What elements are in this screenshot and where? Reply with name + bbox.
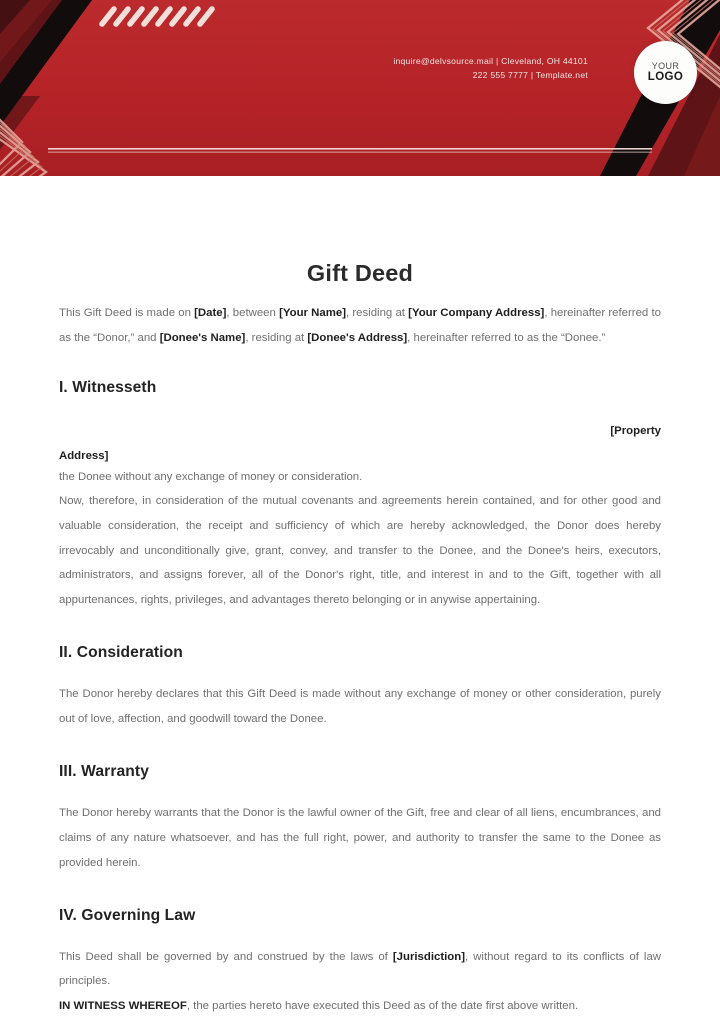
intro-text-6: , hereinafter referred to as the “Donee.” bbox=[407, 331, 606, 344]
property-placeholder-orphan: [Property bbox=[610, 424, 661, 437]
document-header-banner bbox=[0, 0, 720, 176]
section-heading-consideration: II. Consideration bbox=[59, 644, 183, 662]
logo-placeholder-badge bbox=[634, 41, 697, 104]
witness-whereof-text: , the parties hereto have executed this Deed as of the date first above written. bbox=[186, 1000, 579, 1013]
governing-law-paragraph bbox=[59, 945, 661, 995]
governing-text-2: , without regard to its conflicts of law principles. bbox=[59, 950, 661, 988]
property-placeholder-tail: Address] bbox=[59, 449, 109, 462]
intro-text-1: This Gift Deed is made on bbox=[59, 307, 195, 319]
governing-text-1: This Deed shall be governed by and construed by the laws of bbox=[59, 950, 393, 963]
logo-text-logo: LOGO bbox=[647, 71, 684, 84]
section-heading-witnesseth: I. Witnesseth bbox=[59, 378, 157, 396]
header-contact-info bbox=[393, 54, 588, 82]
placeholder-donee-name: [Donee's Name] bbox=[159, 331, 246, 344]
contact-line-email-address: inquire@delvsource.mail | Cleveland, OH 44101 bbox=[393, 56, 588, 66]
placeholder-date: [Date] bbox=[194, 307, 227, 319]
intro-text-2: , between bbox=[226, 307, 280, 319]
intro-paragraph bbox=[59, 301, 661, 351]
witnesseth-lead-line: the Donee without any exchange of money or consideration. bbox=[59, 471, 363, 484]
warranty-paragraph: The Donor hereby warrants that the Donor is the lawful owner of the Gift, free and clear of all liens, encumbrances, and claims of any nature whatsoever, and has the full right, power, and authority to transfer the same to the Donee as provided herein. bbox=[59, 806, 661, 869]
section-heading-warranty: III. Warranty bbox=[59, 762, 149, 780]
placeholder-jurisdiction: [Jurisdiction] bbox=[392, 950, 466, 963]
intro-text-4: , hereinafter referred to as the “Donor,” and bbox=[59, 307, 661, 344]
intro-text-3: , residing at bbox=[345, 307, 409, 319]
placeholder-donee-address: [Donee's Address] bbox=[307, 331, 408, 344]
intro-text-5: , residing at bbox=[245, 331, 308, 344]
logo-text-your: YOUR bbox=[651, 60, 680, 71]
witness-whereof-paragraph bbox=[59, 994, 661, 1019]
witness-whereof-label: IN WITNESS WHEREOF bbox=[59, 1000, 187, 1013]
placeholder-your-name: [Your Name] bbox=[279, 307, 346, 319]
document-body bbox=[0, 176, 720, 1019]
contact-line-phone-website: 222 555 7777 | Template.net bbox=[472, 70, 588, 81]
placeholder-your-company-address: [Your Company Address] bbox=[408, 307, 545, 319]
witnesseth-paragraph: Now, therefore, in consideration of the mutual covenants and agreements herein contained, and for other good and valuable consideration, the receipt and sufficiency of which are hereby acknowledged, the Donor does hereby irrevocably and unconditionally give, grant, convey, and transfer to the Donee, and the Donee's heirs, executors, administrators, and assigns forever, all of the Donor's right, title, and interest in and to the Gift, together with all appurtenances, rights, privileges, and advantages thereto belonging or in anywise appertaining. bbox=[59, 494, 661, 607]
header-decoration-graphic bbox=[0, 0, 720, 176]
document-title: Gift Deed bbox=[306, 260, 414, 286]
section-heading-governing-law: IV. Governing Law bbox=[59, 906, 196, 924]
consideration-paragraph: The Donor hereby declares that this Gift Deed is made without any exchange of money or other consideration, purely out of love, affection, and goodwill toward the Donee. bbox=[59, 688, 661, 726]
